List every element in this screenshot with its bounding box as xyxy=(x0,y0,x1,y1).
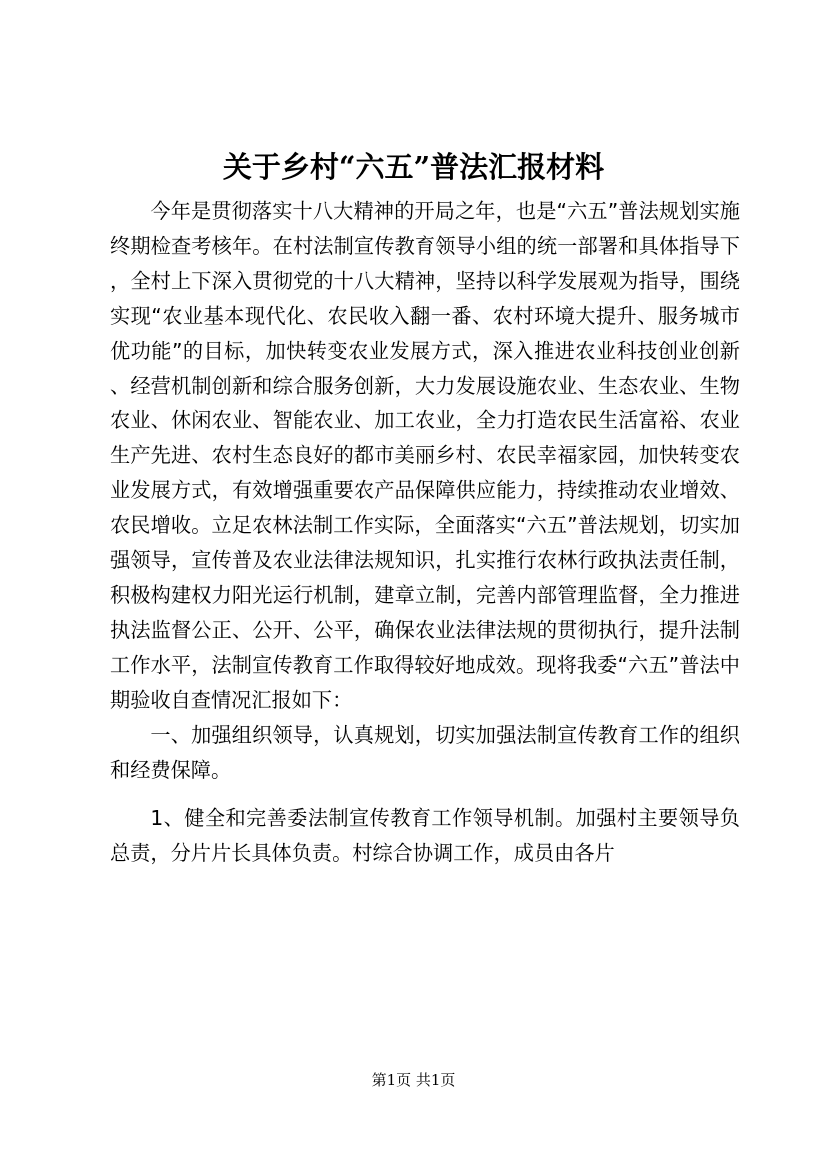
page-number-footer: 第1页 共1页 xyxy=(371,1071,456,1089)
document-title: 关于乡村“六五”普法汇报材料 xyxy=(222,150,605,184)
document-body xyxy=(110,194,740,871)
section-heading: 一、加强组织领导，认真规划，切实加强法制宣传教育工作的组织和经费保障。 xyxy=(110,722,740,782)
paragraph: 1、健全和完善委法制宣传教育工作领导机制。加强村主要领导负总责，分片片长具体负责。村综合协调工作，成员由各片 xyxy=(110,806,740,866)
paragraph: 今年是贯彻落实十八大精神的开局之年，也是“六五”普法规划实施终期检查考核年。在村法制宣传教育领导小组的统一部署和具体指导下，全村上下深入贯彻党的十八大精神，坚持以科学发展观为指导，围绕实现“农业基本现代化、农民收入翻一番、农村环境大提升、服务城市优功能”的目标，加快转变农业发展方式，深入推进农业科技创业创新、经营机制创新和综合服务创新，大力发展设施农业、生态农业、生物农业、休闲农业、智能农业、加工农业，全力打造农民生活富裕、农业生产先进、农村生态良好的都市美丽乡村、农民幸福家园，加快转变农业发展方式，有效增强重要农产品保障供应能力，持续推动农业增效、农民增收。立足农林法制工作实际，全面落实“六五”普法规划，切实加强领导，宣传普及农业法律法规知识，扎实推行农林行政执法责任制，积极构建权力阳光运行机制，建章立制，完善内部管理监督，全力推进执法监督公正、公开、公平，确保农业法律法规的贯彻执行，提升法制工作水平，法制宣传教育工作取得较好地成效。现将我委“六五”普法中期验收自查情况汇报如下： xyxy=(110,199,740,712)
